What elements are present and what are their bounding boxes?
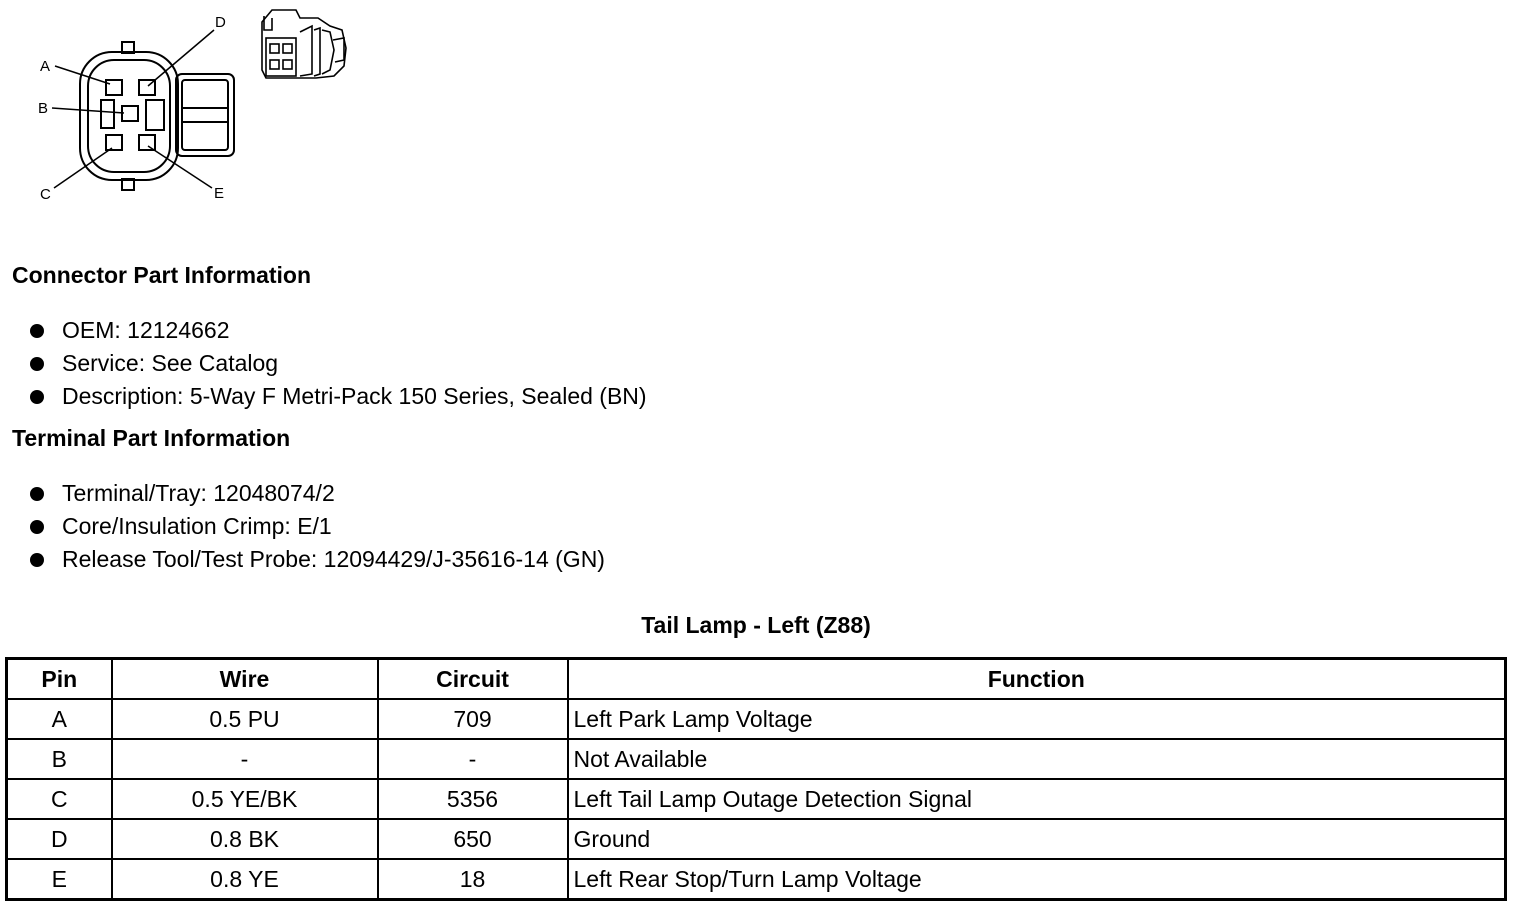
- table-row: [7, 699, 1506, 739]
- terminal-info-tray: Terminal/Tray: 12048074/2: [62, 480, 335, 506]
- connector-latch: [176, 74, 234, 156]
- connector-info-description: Description: 5-Way F Metri-Pack 150 Series, Sealed (BN): [62, 383, 647, 409]
- list-item: [28, 477, 605, 510]
- column-header-wire: Wire: [112, 659, 378, 700]
- cell-circuit: 18: [378, 859, 568, 900]
- cell-function: Left Park Lamp Voltage: [568, 699, 1506, 739]
- pin-label-c: C: [40, 186, 51, 203]
- cell-circuit: 650: [378, 819, 568, 859]
- pinout-table: [5, 657, 1507, 901]
- cell-function: Left Tail Lamp Outage Detection Signal: [568, 779, 1506, 819]
- table-row: [7, 779, 1506, 819]
- connector-diagram: [0, 0, 380, 220]
- cell-wire: 0.5 YE/BK: [112, 779, 378, 819]
- pin-cavity-blank: [101, 100, 114, 128]
- list-item: [28, 314, 647, 347]
- cell-pin: E: [7, 859, 112, 900]
- table-header-row: [7, 659, 1506, 700]
- pin-cavity-b: [122, 106, 138, 121]
- bullet-icon: [30, 553, 44, 567]
- column-header-circuit: Circuit: [378, 659, 568, 700]
- pin-cavity-c: [106, 135, 122, 150]
- cell-function: Not Available: [568, 739, 1506, 779]
- table-row: [7, 819, 1506, 859]
- pin-label-e: E: [214, 185, 225, 202]
- table-row: [7, 859, 1506, 900]
- leader-line-a: [55, 66, 110, 84]
- cell-wire: -: [112, 739, 378, 779]
- cell-function: Left Rear Stop/Turn Lamp Voltage: [568, 859, 1506, 900]
- list-item: [28, 347, 647, 380]
- column-header-pin: Pin: [7, 659, 112, 700]
- connector-info-oem: OEM: 12124662: [62, 317, 230, 343]
- cell-wire: 0.8 BK: [112, 819, 378, 859]
- connector-part-info-list: [28, 314, 647, 413]
- pin-label-a: A: [40, 58, 51, 75]
- terminal-part-info-list: [28, 477, 605, 576]
- list-item: [28, 543, 605, 576]
- table-row: [7, 739, 1506, 779]
- pin-label-d: D: [215, 14, 226, 31]
- cell-pin: A: [7, 699, 112, 739]
- leader-line-c: [54, 148, 112, 188]
- leader-line-d: [148, 30, 214, 86]
- cell-circuit: -: [378, 739, 568, 779]
- bullet-icon: [30, 357, 44, 371]
- column-header-function: Function: [568, 659, 1506, 700]
- bullet-icon: [30, 487, 44, 501]
- connector-isometric-view: [262, 10, 346, 78]
- cell-circuit: 5356: [378, 779, 568, 819]
- terminal-info-crimp: Core/Insulation Crimp: E/1: [62, 513, 332, 539]
- bullet-icon: [30, 520, 44, 534]
- cell-pin: D: [7, 819, 112, 859]
- cell-pin: C: [7, 779, 112, 819]
- connector-part-info-heading: Connector Part Information: [12, 262, 312, 288]
- cell-function: Ground: [568, 819, 1506, 859]
- cell-wire: 0.8 YE: [112, 859, 378, 900]
- cell-wire: 0.5 PU: [112, 699, 378, 739]
- list-item: [28, 380, 647, 413]
- pin-cavity-a: [106, 80, 122, 95]
- table-title: Tail Lamp - Left (Z88): [641, 612, 871, 638]
- pin-label-b: B: [38, 100, 49, 117]
- pin-cavity-e: [139, 135, 155, 150]
- list-item: [28, 510, 605, 543]
- connector-face-drawing: [0, 0, 380, 220]
- cell-circuit: 709: [378, 699, 568, 739]
- bullet-icon: [30, 390, 44, 404]
- leader-line-e: [148, 146, 212, 188]
- terminal-part-info-heading: Terminal Part Information: [12, 425, 291, 451]
- connector-latch-inner: [182, 80, 228, 150]
- pin-cavity-center-block: [146, 100, 164, 130]
- bullet-icon: [30, 324, 44, 338]
- terminal-info-release-tool: Release Tool/Test Probe: 12094429/J-35616-14 (GN): [62, 546, 605, 572]
- cell-pin: B: [7, 739, 112, 779]
- connector-info-service: Service: See Catalog: [62, 350, 279, 376]
